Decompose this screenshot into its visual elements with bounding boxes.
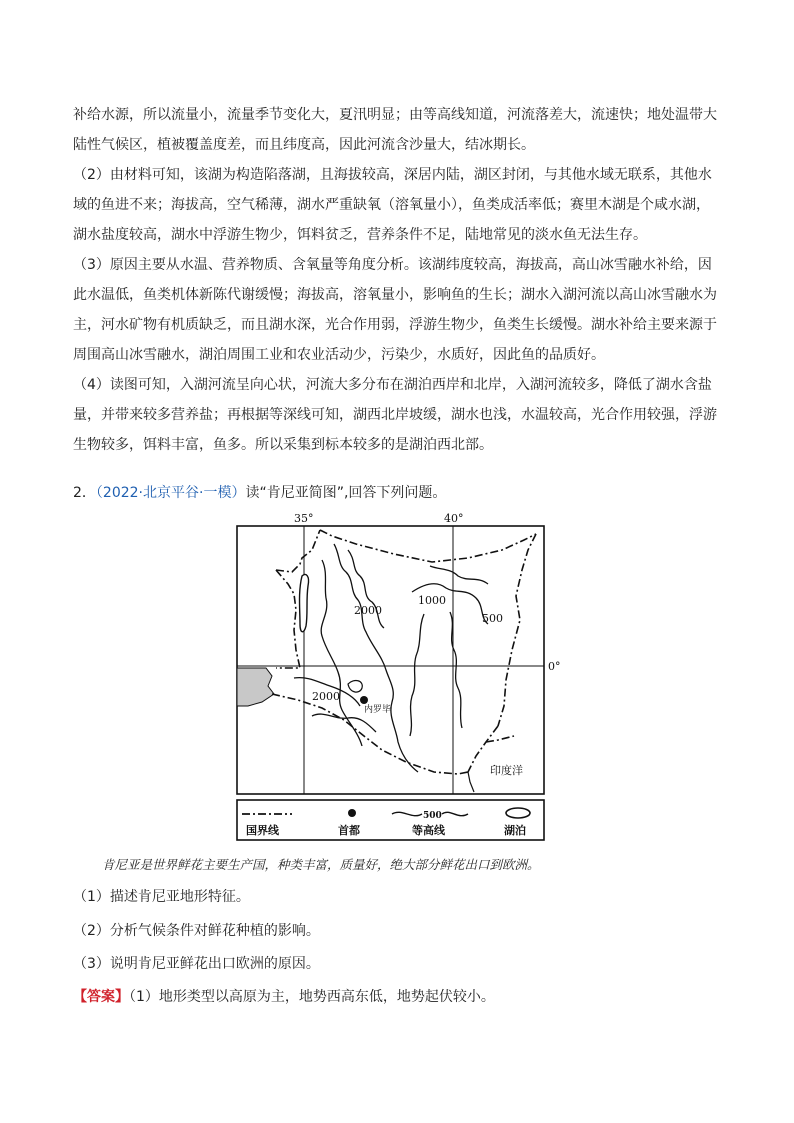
longitude-label-40: 40° [444, 512, 464, 525]
lake-turkana [300, 574, 309, 631]
small-lake [348, 681, 362, 693]
coastline [468, 772, 474, 792]
capital-label: 内罗毕 [364, 705, 392, 715]
legend-lake-symbol [506, 808, 530, 818]
sub-question-3: （3）说明肯尼亚鲜花出口欧洲的原因。 [73, 956, 320, 972]
map-caption: 肯尼亚是世界鲜花主要生产国，种类丰富，质量好，绝大部分鲜花出口到欧洲。 [102, 857, 540, 872]
contour-label-2000-north: 2000 [354, 604, 382, 617]
answer-paragraph-2: （2）由材料可知，该湖为构造陷落湖，且海拔较高，深居内陆，湖区封闭，与其他水域无联系，其他水域的鱼进不来；海拔高，空气稀薄，湖水严重缺氧（溶氧量小），鱼类成活率低；赛里木湖是个咸水湖，湖水盐度较高，湖水中浮游生物少，饵料贫乏，营养条件不足，陆地常见的淡水鱼无法生存。 [73, 167, 712, 243]
answer-paragraph-4: （4）读图可知，入湖河流呈向心状，河流大多分布在湖泊西岸和北岸，入湖河流较多，降低了湖水含盐量，并带来较多营养盐；再根据等深线可知，湖西北岸坡缓，湖水也浅，水温较高，光合作用较强，浮游生物较多，饵料丰富，鱼多。所以采集到标本较多的是湖泊西北部。 [73, 377, 717, 453]
answer-paragraph-1: 补给水源，所以流量小，流量季节变化大，夏汛明显；由等高线知道，河流落差大，流速快；地处温带大陆性气候区，植被覆盖度差，而且纬度高，因此河流含沙量大，结冰期长。 [73, 107, 717, 153]
legend-capital-symbol [348, 809, 356, 817]
capital-nairobi-marker [360, 696, 368, 704]
question-heading [73, 483, 446, 503]
contour-lines [294, 544, 488, 772]
sub-question-1: （1）描述肯尼亚地形特征。 [73, 889, 250, 905]
longitude-label-35: 35° [294, 512, 314, 525]
legend-border-label: 国界线 [246, 824, 279, 837]
legend-capital-label: 首都 [338, 824, 360, 837]
legend-lake-label: 湖泊 [504, 824, 526, 837]
legend-contour-label: 等高线 [412, 824, 445, 837]
kenya-map [236, 510, 561, 842]
contour-label-2000-south: 2000 [312, 690, 340, 703]
question-source-link[interactable]: （2022·北京平谷·一模） [95, 485, 246, 501]
legend-contour-sample: 500 [423, 811, 442, 821]
map-legend [237, 800, 544, 840]
answer-1: （1）地形类型以高原为主，地势西高东低，地势起伏较小。 [129, 989, 495, 1005]
question-prompt: 读“肯尼亚简图”,回答下列问题。 [245, 485, 447, 501]
lake-victoria [237, 668, 274, 706]
sub-question-2: （2）分析气候条件对鲜花种植的影响。 [73, 923, 320, 939]
contour-label-500: 500 [482, 612, 503, 625]
national-borders [272, 530, 536, 774]
latitude-label-0: 0° [548, 660, 561, 673]
answer-paragraph-3: （3）原因主要从水温、营养物质、含氧量等角度分析。该湖纬度较高，海拔高，高山冰雪融水补给，因此水温低，鱼类机体新陈代谢缓慢；海拔高，溶氧量小，影响鱼的生长；湖水入湖河流以高山冰雪融水为主，河水矿物有机质缺乏，而且湖水深，光合作用弱，浮游生物少，鱼类生长缓慢。湖水补给主要来源于周围高山冰雪融水，湖泊周围工业和农业活动少，污染少，水质好，因此鱼的品质好。 [73, 257, 717, 363]
answer-line [73, 987, 495, 1007]
ocean-label: 印度洋 [490, 764, 523, 777]
question-number: 2． [73, 485, 96, 501]
contour-label-1000: 1000 [418, 594, 446, 607]
answer-tag: 【答案】 [73, 989, 129, 1005]
previous-answer-block [73, 100, 723, 460]
